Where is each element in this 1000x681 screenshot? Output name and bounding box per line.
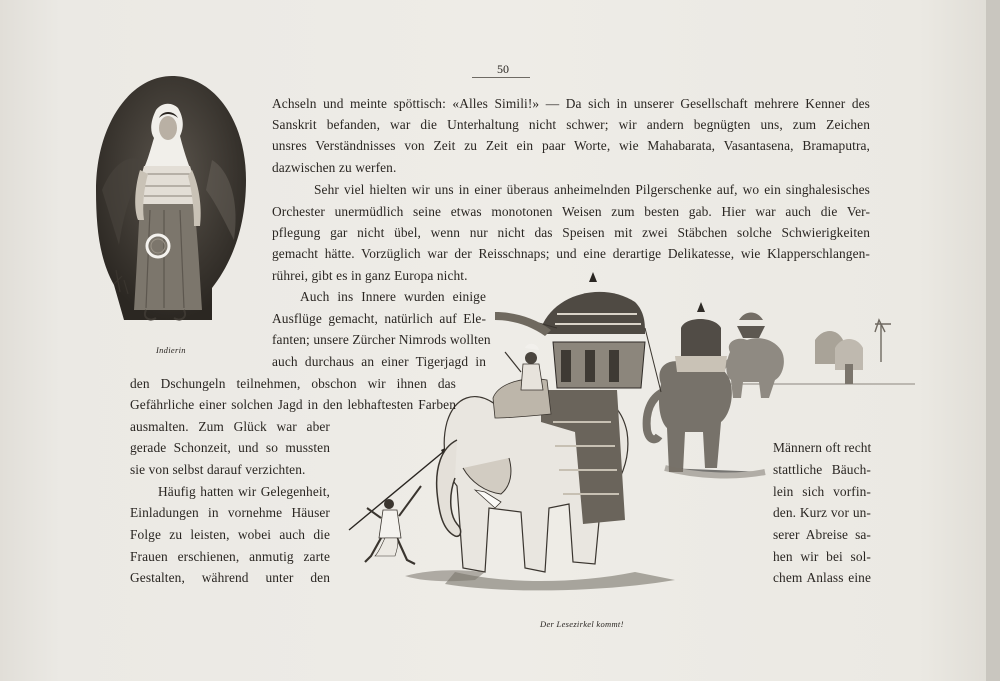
text-line: Auch ins Innere wurden einige	[300, 289, 486, 304]
text-line: Häufig hatten wir Gelegenheit,	[158, 484, 330, 499]
text-line: den. Kurz vor un-	[773, 505, 871, 520]
text-line: unsres Verständnisses von Zeit zu Zeit ein paar Worte, wie Mahabarata, Vasantasena, Bramaputra,	[272, 138, 870, 153]
text-line: ausmalten. Zum Glück war aber	[130, 419, 330, 434]
text-line: serer Abreise sa-	[773, 527, 871, 542]
text-line: Gestalten, während unter den	[130, 570, 330, 585]
text-line: gerade Schonzeit, und so mussten	[130, 440, 330, 455]
text-line: Frauen erschienen, anmutig zarte	[130, 549, 330, 564]
text-line: den Dschungeln teilnehmen, obschon wir ihnen das	[130, 376, 456, 391]
page-number: 50	[497, 62, 509, 76]
text-line: Orchester unermüdlich seine etwas monotonen Weisen zum besten gab. Hier war auch die Ver-	[272, 204, 870, 219]
text-line: chem Anlass eine	[773, 570, 871, 585]
text-line: sie von selbst darauf verzichten.	[130, 462, 306, 477]
text-line: dazwischen zu werfen.	[272, 160, 397, 175]
text-line: Achseln und meinte spöttisch: «Alles Simili!» — Da sich in unserer Gesellschaft mehrere Kenner des	[272, 96, 870, 111]
text-line: hen wir bei sol-	[773, 549, 871, 564]
portrait-illustration	[94, 70, 252, 332]
text-line: Ausflüge gemacht, natürlich auf Ele-	[272, 311, 486, 326]
text-line: stattliche Bäuch-	[773, 462, 871, 477]
text-line: rührei, gibt es in ganz Europa nicht.	[272, 268, 468, 283]
text-line: Folge zu leisten, wobei auch die	[130, 527, 330, 542]
text-line: Sehr viel hielten wir uns in einer überaus anheimelnden Pilgerschenke auf, wo ein singhalesisches	[314, 182, 870, 197]
text-line: Gefährliche einer solchen Jagd in den lebhaftesten Farben	[130, 397, 456, 412]
page-number-rule	[472, 77, 530, 78]
portrait-caption: Indierin	[156, 345, 186, 355]
text-line: auch durchaus an einer Tigerjagd in	[272, 354, 486, 369]
text-line: lein sich vorfin-	[773, 484, 871, 499]
page-edge	[986, 0, 1000, 681]
text-line: Einladungen in vornehme Häuser	[130, 505, 330, 520]
text-line: pflegung gar nicht übel, wenn nur nicht das Speisen mit zwei Stäbchen solche Schwierigkeiten	[272, 225, 870, 240]
text-line: Sanskrit befanden, war die Unterhaltung nicht schwer; wir andern begnügten uns, zum Zeichen	[272, 117, 870, 132]
procession-caption: Der Lesezirkel kommt!	[540, 619, 624, 629]
text-line: Männern oft recht	[773, 440, 872, 455]
text-line: gemacht hätte. Vorzüglich war der Reisschnaps; und eine derartige Delikatesse, wie Klapperschlangen-	[272, 246, 870, 261]
text-line: fanten; unsere Zürcher Nimrods wollten	[272, 332, 491, 347]
